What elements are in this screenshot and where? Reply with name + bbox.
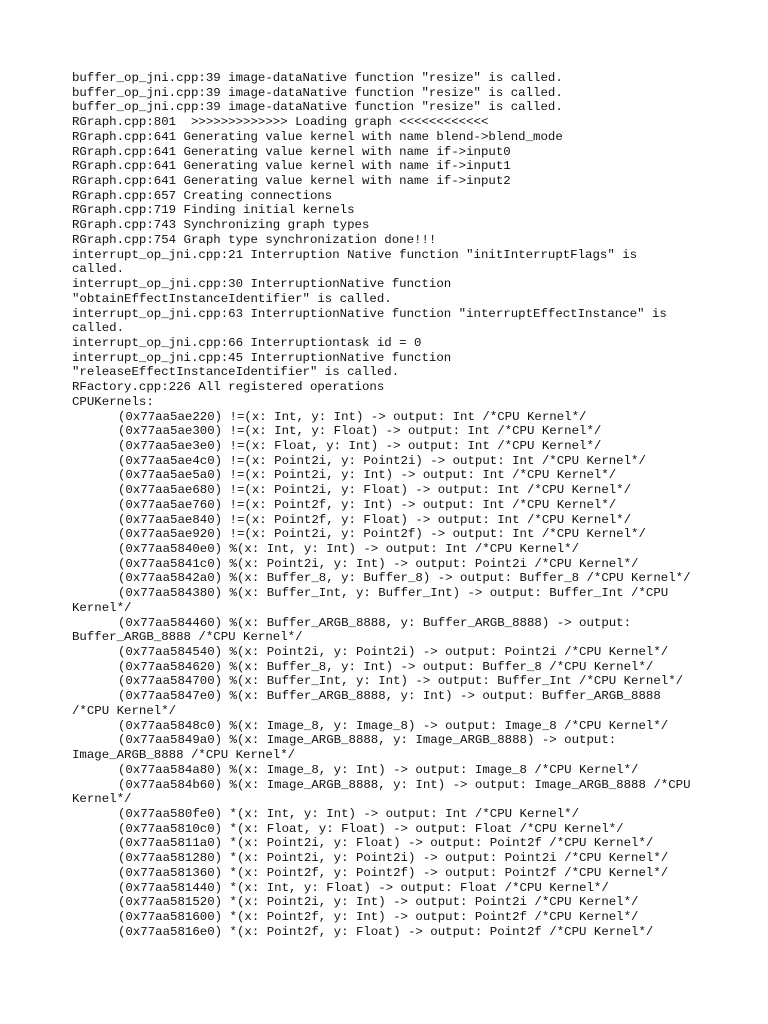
log-line: (0x77aa5848c0) %(x: Image_8, y: Image_8) -> output: Image_8 /*CPU Kernel*/ — [118, 718, 669, 733]
log-line: (0x77aa584b60) %(x: Image_ARGB_8888, y: Int) -> output: Image_ARGB_8888 /*CPU — [118, 777, 691, 792]
log-line: (0x77aa5840e0) %(x: Int, y: Int) -> output: Int /*CPU Kernel*/ — [118, 542, 580, 556]
log-line: buffer_op_jni.cpp:39 image-dataNative function "resize" is called. — [72, 71, 563, 85]
log-line: (0x77aa581360) *(x: Point2f, y: Point2f) -> output: Point2f /*CPU Kernel*/ — [118, 865, 669, 880]
log-line: (0x77aa5ae760) !=(x: Point2f, y: Int) -> output: Int /*CPU Kernel*/ — [118, 497, 617, 512]
log-line: interrupt_op_jni.cpp:30 InterruptionNative function — [72, 277, 452, 292]
log-line: interrupt_op_jni.cpp:66 Interruptiontask id = 0 — [72, 335, 422, 350]
log-line: RGraph.cpp:641 Generating value kernel with name if->input2 — [72, 174, 511, 189]
log-line: CPUKernels: — [72, 394, 154, 409]
log-line: /*CPU Kernel*/ — [72, 703, 177, 718]
log-line: Kernel*/ — [72, 600, 132, 615]
log-line: interrupt_op_jni.cpp:45 InterruptionNative function — [72, 350, 452, 365]
log-line: (0x77aa584620) %(x: Buffer_8, y: Int) -> output: Buffer_8 /*CPU Kernel*/ — [118, 659, 654, 674]
log-line: (0x77aa584a80) %(x: Image_8, y: Int) -> output: Image_8 /*CPU Kernel*/ — [118, 762, 639, 777]
log-line: (0x77aa5ae4c0) !=(x: Point2i, y: Point2i) -> output: Int /*CPU Kernel*/ — [118, 453, 646, 468]
log-line: (0x77aa584380) %(x: Buffer_Int, y: Buffer_Int) -> output: Buffer_Int /*CPU — [118, 586, 669, 601]
log-line: (0x77aa581520) *(x: Point2i, y: Int) -> output: Point2i /*CPU Kernel*/ — [118, 895, 639, 910]
log-line: buffer_op_jni.cpp:39 image-dataNative function "resize" is called. — [72, 100, 563, 115]
log-line: (0x77aa5ae3e0) !=(x: Float, y: Int) -> output: Int /*CPU Kernel*/ — [118, 438, 602, 453]
log-line: RGraph.cpp:641 Generating value kernel with name blend->blend_mode — [72, 129, 563, 144]
log-line: RGraph.cpp:641 Generating value kernel with name if->input1 — [72, 159, 511, 174]
log-line: (0x77aa5ae220) !=(x: Int, y: Int) -> output: Int /*CPU Kernel*/ — [118, 409, 587, 424]
log-line: RGraph.cpp:801 >>>>>>>>>>>>> Loading graph <<<<<<<<<<<< — [72, 115, 489, 130]
log-line: (0x77aa5847e0) %(x: Buffer_ARGB_8888, y: Int) -> output: Buffer_ARGB_8888 — [118, 689, 661, 704]
log-line: (0x77aa5841c0) %(x: Point2i, y: Int) -> output: Point2i /*CPU Kernel*/ — [118, 556, 639, 571]
log-line: "releaseEffectInstanceIdentifier" is called. — [72, 365, 400, 380]
log-line: Kernel*/ — [72, 792, 132, 807]
log-output — [72, 71, 702, 939]
log-line: Buffer_ARGB_8888 /*CPU Kernel*/ — [72, 630, 303, 645]
log-line: (0x77aa584700) %(x: Buffer_Int, y: Int) -> output: Buffer_Int /*CPU Kernel*/ — [118, 674, 684, 689]
log-line: called. — [72, 321, 125, 336]
log-line: RGraph.cpp:719 Finding initial kernels — [72, 203, 355, 218]
log-line: (0x77aa5811a0) *(x: Point2i, y: Float) -> output: Point2f /*CPU Kernel*/ — [118, 836, 654, 851]
log-line: RGraph.cpp:754 Graph type synchronization done!!! — [72, 232, 437, 247]
log-line: "obtainEffectInstanceIdentifier" is called. — [72, 291, 392, 306]
log-line: interrupt_op_jni.cpp:63 InterruptionNative function "interruptEffectInstance" is — [72, 306, 667, 321]
log-line: (0x77aa5816e0) *(x: Point2f, y: Float) -> output: Point2f /*CPU Kernel*/ — [118, 924, 654, 939]
log-line: (0x77aa5ae920) !=(x: Point2i, y: Point2f) -> output: Int /*CPU Kernel*/ — [118, 527, 646, 542]
log-line: (0x77aa584460) %(x: Buffer_ARGB_8888, y: Buffer_ARGB_8888) -> output: — [118, 615, 632, 630]
log-line: (0x77aa5849a0) %(x: Image_ARGB_8888, y: Image_ARGB_8888) -> output: — [118, 733, 617, 748]
log-line: (0x77aa5ae300) !=(x: Int, y: Float) -> output: Int /*CPU Kernel*/ — [118, 424, 602, 439]
log-line: (0x77aa584540) %(x: Point2i, y: Point2i) -> output: Point2i /*CPU Kernel*/ — [118, 645, 669, 660]
log-line: (0x77aa5810c0) *(x: Float, y: Float) -> output: Float /*CPU Kernel*/ — [118, 821, 624, 836]
log-line: (0x77aa581600) *(x: Point2f, y: Int) -> output: Point2f /*CPU Kernel*/ — [118, 909, 639, 924]
log-line: Image_ARGB_8888 /*CPU Kernel*/ — [72, 748, 296, 763]
log-line: (0x77aa5ae680) !=(x: Point2i, y: Float) -> output: Int /*CPU Kernel*/ — [118, 483, 632, 498]
log-line: (0x77aa5ae840) !=(x: Point2f, y: Float) -> output: Int /*CPU Kernel*/ — [118, 512, 632, 527]
log-line: (0x77aa581280) *(x: Point2i, y: Point2i) -> output: Point2i /*CPU Kernel*/ — [118, 851, 669, 866]
log-line: interrupt_op_jni.cpp:21 Interruption Native function "initInterruptFlags" is — [72, 247, 638, 262]
log-line: (0x77aa5ae5a0) !=(x: Point2i, y: Int) -> output: Int /*CPU Kernel*/ — [118, 468, 617, 483]
log-line: RGraph.cpp:657 Creating connections — [72, 188, 333, 203]
log-line: RFactory.cpp:226 All registered operations — [72, 380, 385, 395]
log-line: (0x77aa5842a0) %(x: Buffer_8, y: Buffer_8) -> output: Buffer_8 /*CPU Kernel*/ — [118, 571, 691, 586]
log-line: buffer_op_jni.cpp:39 image-dataNative function "resize" is called. — [72, 85, 563, 100]
log-line: RGraph.cpp:743 Synchronizing graph types — [72, 218, 370, 233]
log-line: (0x77aa581440) *(x: Int, y: Float) -> output: Float /*CPU Kernel*/ — [118, 880, 609, 895]
log-line: called. — [72, 262, 125, 277]
log-line: (0x77aa580fe0) *(x: Int, y: Int) -> output: Int /*CPU Kernel*/ — [118, 806, 580, 821]
log-line: RGraph.cpp:641 Generating value kernel with name if->input0 — [72, 144, 511, 159]
